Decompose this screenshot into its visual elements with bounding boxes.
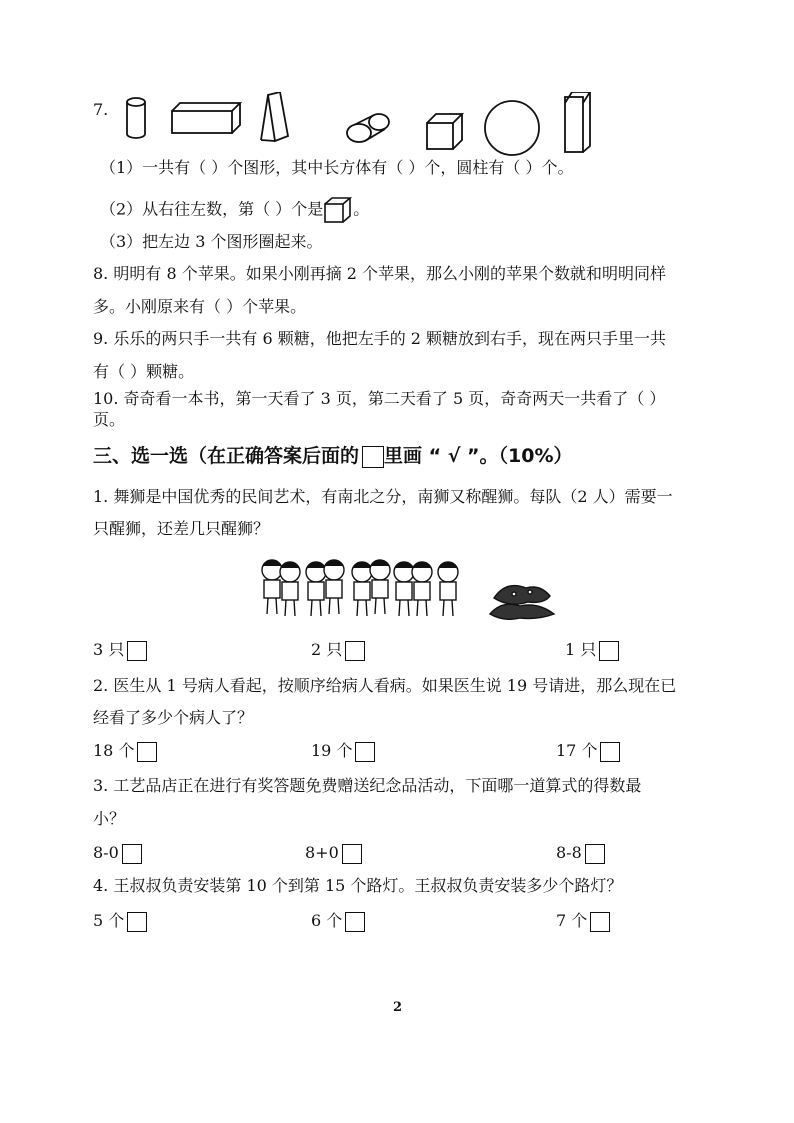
q10-line2: 页。 bbox=[93, 410, 126, 429]
child-figure bbox=[306, 562, 326, 616]
s1-option-b[interactable] bbox=[311, 639, 365, 661]
q9-line2: 有（ ）颗糖。 bbox=[93, 362, 195, 381]
s2-option-c[interactable] bbox=[556, 740, 620, 762]
s4-option-a[interactable] bbox=[93, 910, 147, 932]
s4-option-b[interactable] bbox=[311, 910, 365, 932]
s1-line1: 1. 舞狮是中国优秀的民间艺术，有南北之分，南狮又称醒狮。每队（2 人）需要一 bbox=[93, 487, 673, 506]
option-label: 17 个 bbox=[556, 741, 598, 760]
q7-shapes bbox=[118, 92, 718, 156]
s3-line1: 3. 工艺品店正在进行有奖答题免费赠送纪念品活动，下面哪一道算式的得数最 bbox=[93, 776, 642, 795]
answer-checkbox[interactable] bbox=[355, 742, 375, 762]
option-label: 5 个 bbox=[93, 911, 125, 930]
lying-cylinder-shape bbox=[347, 114, 389, 142]
section3-title bbox=[93, 444, 573, 468]
child-figure bbox=[262, 560, 282, 614]
answer-checkbox[interactable] bbox=[137, 742, 157, 762]
q10-line1: 10. 奇奇看一本书，第一天看了 3 页，第二天看了 5 页，奇奇两天一共看了（ ） bbox=[93, 389, 666, 408]
q7-sub2 bbox=[100, 196, 369, 224]
answer-checkbox[interactable] bbox=[127, 912, 147, 932]
answer-checkbox[interactable] bbox=[590, 912, 610, 932]
child-figure bbox=[412, 562, 432, 616]
child-figure bbox=[438, 562, 458, 616]
lion-dancers-illustration bbox=[258, 558, 568, 620]
cube-shape bbox=[427, 114, 462, 149]
child-figure bbox=[324, 560, 344, 614]
cylinder-shape bbox=[127, 98, 145, 138]
child-figure bbox=[394, 562, 414, 616]
answer-checkbox[interactable] bbox=[127, 641, 147, 661]
s3-option-c[interactable] bbox=[556, 842, 605, 864]
option-label: 2 只 bbox=[311, 640, 343, 659]
q7-sub2-end: 。 bbox=[353, 199, 370, 219]
child-figure bbox=[352, 562, 372, 616]
section3-title-a: 三、选一选（在正确答案后面的 bbox=[93, 445, 360, 467]
s2-line2: 经看了多少个病人了？ bbox=[93, 708, 254, 727]
option-label: 1 只 bbox=[565, 640, 597, 659]
answer-checkbox[interactable] bbox=[342, 844, 362, 864]
option-label: 8-8 bbox=[556, 843, 582, 862]
option-label: 6 个 bbox=[311, 911, 343, 930]
sphere-shape bbox=[485, 101, 539, 155]
long-cuboid-shape bbox=[172, 103, 240, 133]
option-label: 8+0 bbox=[305, 843, 339, 862]
answer-checkbox[interactable] bbox=[585, 844, 605, 864]
s1-option-c[interactable] bbox=[565, 639, 619, 661]
answer-checkbox[interactable] bbox=[122, 844, 142, 864]
q7-number: 7. bbox=[93, 100, 109, 119]
option-label: 18 个 bbox=[93, 741, 135, 760]
option-label: 3 只 bbox=[93, 640, 125, 659]
q8-line1: 8. 明明有 8 个苹果。如果小刚再摘 2 个苹果，那么小刚的苹果个数就和明明同样 bbox=[93, 264, 667, 283]
q8-line2: 多。小刚原来有（ ）个苹果。 bbox=[93, 297, 307, 316]
answer-checkbox[interactable] bbox=[599, 641, 619, 661]
s1-option-a[interactable] bbox=[93, 639, 147, 661]
s3-option-a[interactable] bbox=[93, 842, 142, 864]
answer-checkbox[interactable] bbox=[345, 912, 365, 932]
slanted-plate-shape bbox=[261, 92, 288, 141]
page-number: 2 bbox=[393, 1000, 403, 1015]
answer-box-icon bbox=[362, 446, 384, 468]
lion-head-icon bbox=[490, 586, 554, 620]
s2-line1: 2. 医生从 1 号病人看起，按顺序给病人看病。如果医生说 19 号请进，那么现在已 bbox=[93, 676, 677, 695]
child-figure bbox=[280, 562, 300, 616]
s3-option-b[interactable] bbox=[305, 842, 362, 864]
q9-line1: 9. 乐乐的两只手一共有 6 颗糖，他把左手的 2 颗糖放到右手，现在两只手里一共 bbox=[93, 329, 667, 348]
q7-sub1: （1）一共有（ ）个图形，其中长方体有（ ）个，圆柱有（ ）个。 bbox=[100, 158, 574, 177]
s3-line2: 小？ bbox=[93, 809, 126, 828]
s4-line1: 4. 王叔叔负责安装第 10 个到第 15 个路灯。王叔叔负责安装多少个路灯？ bbox=[93, 876, 623, 895]
q7-sub3: （3）把左边 3 个图形圈起来。 bbox=[100, 232, 323, 251]
s2-option-a[interactable] bbox=[93, 740, 157, 762]
child-figure bbox=[370, 560, 390, 614]
cube-icon bbox=[323, 196, 353, 224]
s2-option-b[interactable] bbox=[311, 740, 375, 762]
option-label: 8-0 bbox=[93, 843, 119, 862]
s1-line2: 只醒狮，还差几只醒狮？ bbox=[93, 519, 270, 538]
option-label: 19 个 bbox=[311, 741, 353, 760]
s4-option-c[interactable] bbox=[556, 910, 610, 932]
section3-title-b: 里画 “ √ ”。（10%） bbox=[384, 445, 573, 467]
q7-sub2-text: （2）从右往左数，第（ ）个是 bbox=[100, 199, 324, 219]
answer-checkbox[interactable] bbox=[600, 742, 620, 762]
option-label: 7 个 bbox=[556, 911, 588, 930]
answer-checkbox[interactable] bbox=[345, 641, 365, 661]
tall-cuboid-shape bbox=[565, 92, 590, 152]
